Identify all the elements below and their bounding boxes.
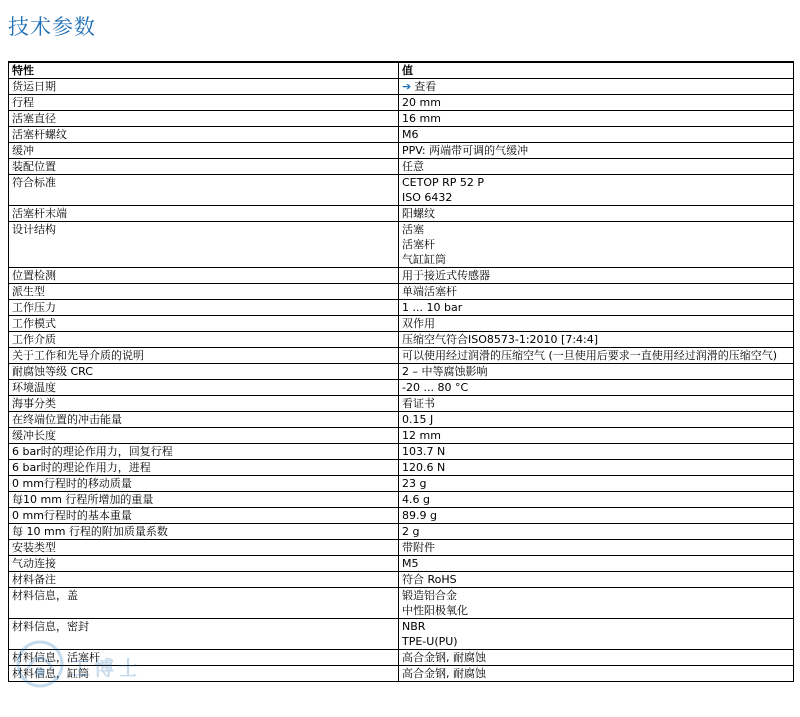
value-line: 中性阳极氧化	[402, 604, 468, 617]
table-row	[9, 540, 794, 556]
feature-label: 耐腐蚀等级 CRC	[9, 364, 399, 380]
table-header-row	[9, 62, 794, 79]
table-row	[9, 556, 794, 572]
feature-value	[399, 111, 794, 127]
value-line: 可以使用经过润滑的压缩空气 (一旦使用后要求一直使用经过润滑的压缩空气)	[402, 349, 778, 362]
table-row	[9, 364, 794, 380]
feature-label: 环境温度	[9, 380, 399, 396]
feature-label: 装配位置	[9, 159, 399, 175]
feature-value	[399, 588, 794, 619]
feature-label: 设计结构	[9, 222, 399, 268]
feature-label: 每10 mm 行程所增加的重量	[9, 492, 399, 508]
table-row	[9, 492, 794, 508]
table-row	[9, 444, 794, 460]
value-line: 89.9 g	[402, 509, 437, 522]
spec-table-body	[9, 79, 794, 682]
table-row	[9, 284, 794, 300]
table-row	[9, 619, 794, 650]
table-row	[9, 206, 794, 222]
feature-value	[399, 619, 794, 650]
feature-value	[399, 159, 794, 175]
value-line: 气缸缸筒	[402, 253, 446, 266]
view-link[interactable]: 查看	[414, 80, 437, 93]
value-line: 用于接近式传感器	[402, 269, 490, 282]
feature-label: 6 bar时的理论作用力，进程	[9, 460, 399, 476]
feature-label: 工作压力	[9, 300, 399, 316]
value-line: M6	[402, 128, 419, 141]
value-line: 单端活塞杆	[402, 285, 457, 298]
feature-label: 海事分类	[9, 396, 399, 412]
feature-label: 材料信息，盖	[9, 588, 399, 619]
value-line: M5	[402, 557, 419, 570]
value-line: 活塞	[402, 223, 424, 236]
feature-value	[399, 364, 794, 380]
value-line: 16 mm	[402, 112, 441, 125]
feature-value	[399, 316, 794, 332]
table-row	[9, 127, 794, 143]
feature-label: 每 10 mm 行程的附加质量系数	[9, 524, 399, 540]
feature-value	[399, 396, 794, 412]
value-line: CETOP RP 52 P	[402, 176, 485, 189]
feature-label: 活塞杆末端	[9, 206, 399, 222]
value-line: 1 ... 10 bar	[402, 301, 463, 314]
value-line: 23 g	[402, 477, 427, 490]
header-value: 值	[399, 62, 794, 79]
feature-label: 活塞杆螺纹	[9, 127, 399, 143]
table-row	[9, 460, 794, 476]
feature-value	[399, 428, 794, 444]
feature-label: 行程	[9, 95, 399, 111]
feature-value	[399, 444, 794, 460]
value-line: 120.6 N	[402, 461, 446, 474]
value-line: 12 mm	[402, 429, 441, 442]
table-row	[9, 396, 794, 412]
feature-label: 缓冲	[9, 143, 399, 159]
value-line: 压缩空气符合ISO8573-1:2010 [7:4:4]	[402, 333, 599, 346]
table-row	[9, 412, 794, 428]
header-feature: 特性	[9, 62, 399, 79]
feature-value	[399, 300, 794, 316]
feature-value	[399, 95, 794, 111]
feature-label: 材料信息，缸筒	[9, 666, 399, 682]
table-row	[9, 300, 794, 316]
value-line: 20 mm	[402, 96, 441, 109]
table-row	[9, 348, 794, 364]
value-line: -20 ... 80 °C	[402, 381, 469, 394]
table-row	[9, 666, 794, 682]
value-line: 锻造铝合金	[402, 589, 457, 602]
value-line: 4.6 g	[402, 493, 430, 506]
feature-value	[399, 284, 794, 300]
table-row	[9, 650, 794, 666]
feature-label: 工作介质	[9, 332, 399, 348]
feature-value	[399, 222, 794, 268]
value-line: PPV: 两端带可调的气缓冲	[402, 144, 529, 157]
value-line: 双作用	[402, 317, 435, 330]
feature-label: 活塞直径	[9, 111, 399, 127]
feature-value	[399, 332, 794, 348]
table-row	[9, 143, 794, 159]
feature-value	[399, 268, 794, 284]
feature-label: 0 mm行程时的基本重量	[9, 508, 399, 524]
table-row	[9, 476, 794, 492]
table-row	[9, 524, 794, 540]
value-line: NBR	[402, 620, 426, 633]
feature-value	[399, 556, 794, 572]
value-line: ISO 6432	[402, 191, 453, 204]
feature-value	[399, 508, 794, 524]
value-line: 高合金钢, 耐腐蚀	[402, 667, 486, 680]
table-row	[9, 508, 794, 524]
feature-value	[399, 492, 794, 508]
value-line: 看证书	[402, 397, 435, 410]
feature-value	[399, 540, 794, 556]
feature-label: 0 mm行程时的移动质量	[9, 476, 399, 492]
value-line: 符合 RoHS	[402, 573, 457, 586]
feature-value	[399, 476, 794, 492]
watermark-text: 工博士	[70, 656, 142, 680]
value-line: TPE-U(PU)	[402, 635, 458, 648]
feature-label: 关于工作和先导介质的说明	[9, 348, 399, 364]
feature-label: 符合标准	[9, 175, 399, 206]
feature-value	[399, 380, 794, 396]
table-row	[9, 222, 794, 268]
value-line: 高合金钢, 耐腐蚀	[402, 651, 486, 664]
arrow-right-icon: ➔	[402, 80, 412, 93]
feature-label: 气动连接	[9, 556, 399, 572]
table-row	[9, 111, 794, 127]
feature-label: 6 bar时的理论作用力，回复行程	[9, 444, 399, 460]
value-line: 任意	[402, 160, 424, 173]
value-line: 2 g	[402, 525, 420, 538]
table-row	[9, 268, 794, 284]
feature-value[interactable]	[399, 79, 794, 95]
table-row	[9, 159, 794, 175]
feature-value	[399, 650, 794, 666]
table-row	[9, 175, 794, 206]
feature-label: 位置检测	[9, 268, 399, 284]
table-row	[9, 588, 794, 619]
feature-label: 工作模式	[9, 316, 399, 332]
table-row	[9, 332, 794, 348]
feature-value	[399, 348, 794, 364]
feature-label: 派生型	[9, 284, 399, 300]
feature-label: 货运日期	[9, 79, 399, 95]
table-row	[9, 95, 794, 111]
value-line: 103.7 N	[402, 445, 446, 458]
table-row	[9, 316, 794, 332]
feature-value	[399, 524, 794, 540]
feature-value	[399, 572, 794, 588]
table-row	[9, 428, 794, 444]
value-line: 0.15 J	[402, 413, 434, 426]
feature-value	[399, 143, 794, 159]
feature-label: 安装类型	[9, 540, 399, 556]
feature-value	[399, 206, 794, 222]
feature-label: 材料信息，密封	[9, 619, 399, 650]
value-line: 活塞杆	[402, 238, 435, 251]
feature-label: 在终端位置的冲击能量	[9, 412, 399, 428]
table-row	[9, 572, 794, 588]
table-row	[9, 79, 794, 95]
value-line: 2 – 中等腐蚀影响	[402, 365, 488, 378]
page-title: 技术参数	[8, 15, 96, 39]
feature-value	[399, 460, 794, 476]
table-row	[9, 380, 794, 396]
feature-value	[399, 412, 794, 428]
feature-value	[399, 666, 794, 682]
feature-label: 缓冲长度	[9, 428, 399, 444]
value-line: 带附件	[402, 541, 435, 554]
feature-value	[399, 175, 794, 206]
spec-table	[8, 61, 794, 682]
feature-label: 材料备注	[9, 572, 399, 588]
feature-value	[399, 127, 794, 143]
value-line: 阳螺纹	[402, 207, 435, 220]
feature-label: 材料信息，活塞杆	[9, 650, 399, 666]
